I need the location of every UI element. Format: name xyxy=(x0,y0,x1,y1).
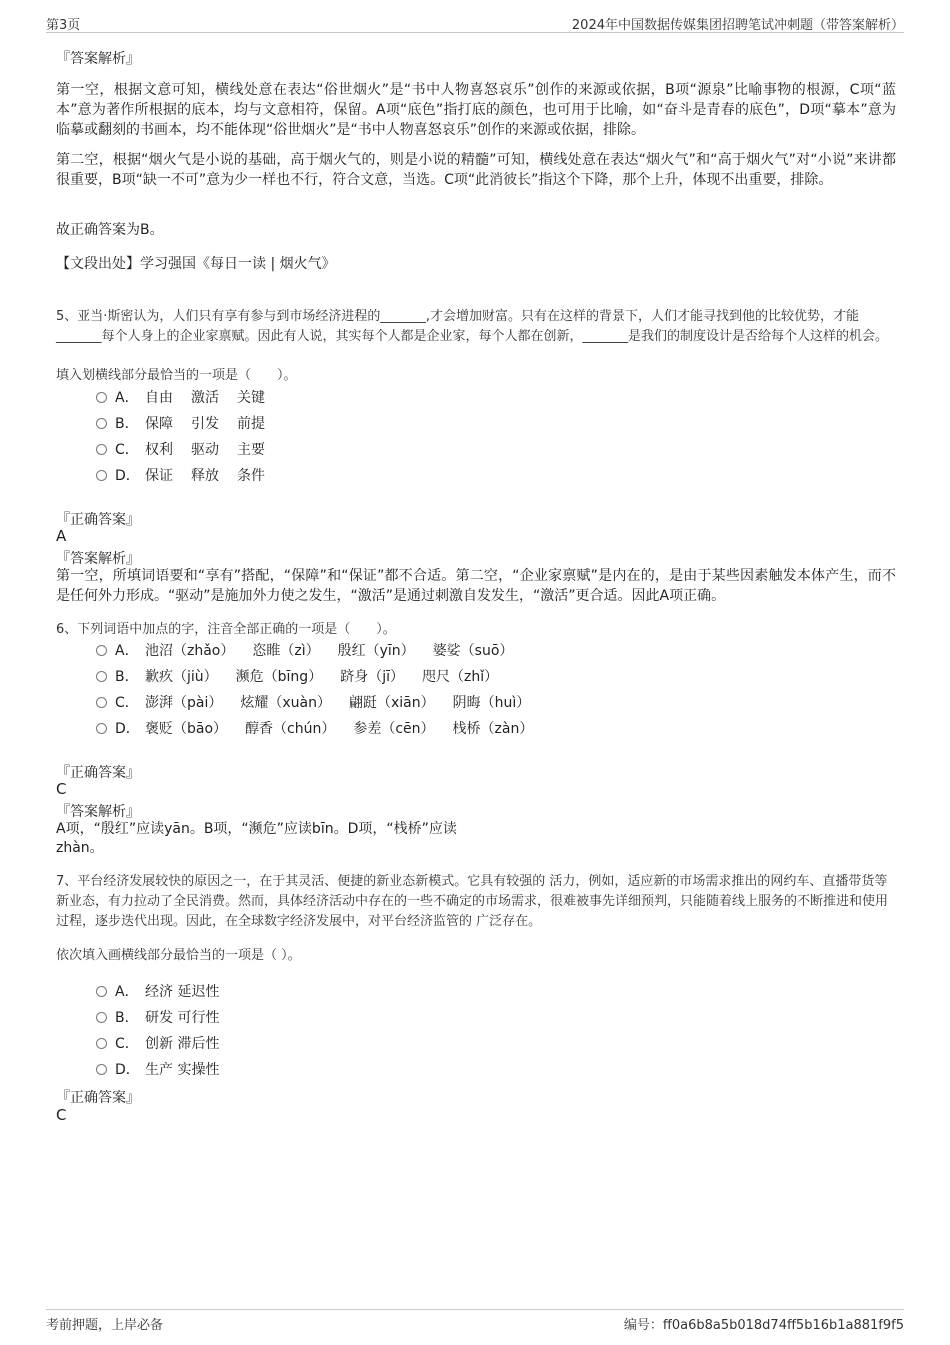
q5-analysis: 第一空，所填词语要和“享有”搭配，“保障”和“保证”都不合适。第二空，“企业家禀赋”是内在的，是由于某些因素触发本体产生，而不是任何外力形成。“驱动”是施加外力使之发生，“激活”是通过刺激自发发生，“激活”更合适。因此A项正确。 xyxy=(56,568,896,604)
q4-analysis-paragraph-1: 第一空，根据文意可知，横线处意在表达“俗世烟火”是“书中人物喜怒哀乐”创作的来源或依据，B项“源泉”比喻事物的根源，C项“蓝本”意为著作所根据的底本，均与文意相符，保留。A项“底色”指打底的颜色，也可用于比喻，如“奋斗是青春的底色”，D项“摹本”意为临摹或翻刻的书画本，均不能体现“俗世烟火”是“书中人物喜怒哀乐”创作的来源或依据，排除。 xyxy=(56,82,896,138)
q7-option-d[interactable]: D． 生产 实操性 xyxy=(96,1059,237,1081)
radio-icon[interactable] xyxy=(96,645,107,656)
q7-option-b[interactable]: B． 研发 可行性 xyxy=(96,1007,237,1029)
q4-conclusion: 故正确答案为B。 xyxy=(56,222,164,238)
document-title: 2024年中国数据传媒集团招聘笔试冲刺题（带答案解析） xyxy=(571,18,904,33)
q6-analysis-line-1: A项，“殷红”应读yān。B项，“濒危”应读bīn。D项，“栈桥”应读 xyxy=(56,821,457,837)
q6-option-c[interactable]: C． 澎湃（pài） 炫耀（xuàn） 翩跹（xiān） 阴晦（huì） xyxy=(96,692,548,714)
document-id: 编号：ff0a6b8a5b018d74ff5b16b1a881f9f5 xyxy=(623,1318,904,1333)
q5-analysis-label: 『答案解析』 xyxy=(56,551,140,567)
q4-source: 【文段出处】学习强国《每日一读 | 烟火气》 xyxy=(56,256,336,272)
q5-stem: 5、亚当·斯密认为，人们只有享有参与到市场经济进程的_______,才会增加财富。只有在这样的背景下，人们才能寻找到他的比较优势，才能_______每个人身上的企业家禀赋。因此有人说，其实每个人都是企业家，每个人都在创新，_______是我们的制度设计是否给每个人这样的机会。 xyxy=(56,309,889,344)
radio-icon[interactable] xyxy=(96,671,107,682)
radio-icon[interactable] xyxy=(96,418,107,429)
radio-icon[interactable] xyxy=(96,723,107,734)
q6-option-a[interactable]: A． 池沼（zhǎo） 恣睢（zì） 殷红（yīn） 婆娑（suō） xyxy=(96,640,531,662)
q5-option-b[interactable]: B． 保障 引发 前提 xyxy=(96,413,283,435)
q7-option-a[interactable]: A． 经济 延迟性 xyxy=(96,981,237,1003)
footer-slogan: 考前押题，上岸必备 xyxy=(46,1318,164,1333)
radio-icon[interactable] xyxy=(96,1012,107,1023)
q5-instruction: 填入划横线部分最恰当的一项是（ ）。 xyxy=(56,368,297,383)
page-number: 第3页 xyxy=(46,18,81,33)
q5-correct-label: 『正确答案』 xyxy=(56,512,140,528)
q7-instruction: 依次填入画横线部分最恰当的一项是（ ）。 xyxy=(56,948,301,963)
q7-correct-answer: C xyxy=(56,1106,67,1124)
footer-divider xyxy=(46,1309,904,1311)
q5-option-a[interactable]: A． 自由 激活 关键 xyxy=(96,387,283,409)
q7-option-c[interactable]: C． 创新 滞后性 xyxy=(96,1033,237,1055)
q6-analysis-label: 『答案解析』 xyxy=(56,804,140,820)
q7-stem: 7、平台经济发展较快的原因之一，在于其灵活、便捷的新业态新模式。它具有较强的 活力，例如，适应新的市场需求推出的网约车、直播带货等新业态，有力拉动了全民消费。然而，具体经济活动中存在的一些不确定的市场需求，很难被事先详细预判，只能随着线上服务的不断推进和使用过程，逐步迭代出现。因此，在全球数字经济发展中，对平台经济监管的 广泛存在。 xyxy=(56,874,889,929)
q5-option-c[interactable]: C． 权利 驱动 主要 xyxy=(96,439,283,461)
q6-option-b[interactable]: B． 歉疚（jiù） 濒危（bīng） 跻身（jī） 咫尺（zhǐ） xyxy=(96,666,516,688)
q5-correct-answer: A xyxy=(56,527,67,545)
q7-correct-label: 『正确答案』 xyxy=(56,1090,140,1106)
radio-icon[interactable] xyxy=(96,697,107,708)
radio-icon[interactable] xyxy=(96,392,107,403)
q4-analysis-paragraph-2: 第二空，根据“烟火气是小说的基础，高于烟火气的，则是小说的精髓”可知，横线处意在表达“烟火气”和“高于烟火气”对“小说”来讲都很重要，B项“缺一不可”意为少一样也不行，符合文意，当选。C项“此消彼长”指这个下降，那个上升，体现不出重要，排除。 xyxy=(56,152,896,188)
q6-stem: 6、下列词语中加点的字，注音全部正确的一项是（ ）。 xyxy=(56,622,396,637)
q5-option-d[interactable]: D． 保证 释放 条件 xyxy=(96,465,283,487)
q6-analysis-line-2: zhàn。 xyxy=(56,840,104,856)
q6-option-d[interactable]: D． 褒贬（bāo） 醇香（chún） 参差（cēn） 栈桥（zàn） xyxy=(96,718,551,740)
radio-icon[interactable] xyxy=(96,986,107,997)
q6-correct-label: 『正确答案』 xyxy=(56,765,140,781)
radio-icon[interactable] xyxy=(96,470,107,481)
radio-icon[interactable] xyxy=(96,1038,107,1049)
q4-analysis-label: 『答案解析』 xyxy=(56,51,140,67)
q6-correct-answer: C xyxy=(56,780,67,798)
radio-icon[interactable] xyxy=(96,1064,107,1075)
page-header xyxy=(46,10,904,33)
radio-icon[interactable] xyxy=(96,444,107,455)
